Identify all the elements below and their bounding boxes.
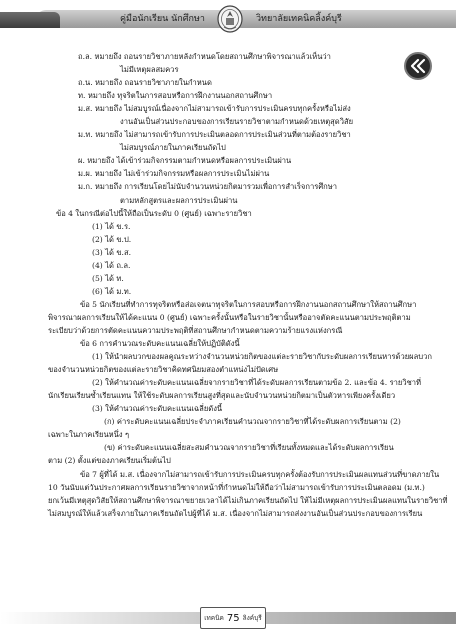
text-line: เฉพาะในภาคเรียนหนึ่ง ๆ [48, 430, 130, 440]
text-line: งานอันเป็นส่วนประกอบของการเรียนรายวิชาตามกำหนดด้วยเหตุสุดวิสัย [120, 117, 354, 127]
header-band [36, 10, 456, 28]
header-band-accent [0, 12, 60, 28]
clause-heading: ข้อ 4 ในกรณีต่อไปนี้ให้ถือเป็นระดับ 0 (ศูนย์) เฉพาะรายวิชา [56, 208, 252, 218]
text-line: ยกเว้นมีเหตุสุดวิสัยให้สถานศึกษาพิจารณาขยายเวลาได้ไม่เกินภาคเรียนถัดไป ให้ไม่มีเหตุผลการประเมินผลแทนในรายวิชาที่ [48, 495, 448, 505]
list-item: (6) ได้ ม.ท. [92, 286, 132, 296]
list-item: (4) ได้ ถ.ล. [92, 260, 131, 270]
text-line: ของจำนวนหน่วยกิตของแต่ละรายวิชาคิดทศนิยมสองตำแหน่งไม่ปัดเศษ [48, 365, 279, 375]
text-line: ถ.ล. หมายถึง ถอนรายวิชาภายหลังกำหนดโดยสถานศึกษาพิจารณาแล้วเห็นว่า [78, 52, 331, 61]
header-handbook-title: คู่มือนักเรียน นักศึกษา [120, 14, 205, 24]
text-line: (ข) ค่าระดับคะแนนเฉลี่ยสะสมคำนวณจากรายวิชาที่เรียนทั้งหมดและได้ระดับผลการเรียน [104, 443, 394, 453]
text-line: ระเบียบว่าด้วยการตัดคะแนนความประพฤติที่สถานศึกษากำหนดตามความร้ายแรงแห่งกรณี [48, 325, 343, 335]
text-line: (ก) ค่าระดับคะแนนเฉลี่ยประจำภาคเรียนคำนวณจากรายวิชาที่ได้ระดับผลการเรียนตาม (2) [104, 417, 401, 427]
text-line: 10 วันนับแต่วันประกาศผลการเรียนรายวิชาจากหน้าที่กำหนดไม่ให้ถือว่าไม่สามารถเข้ารับการประเมินตลอดม (ม.ท.) [48, 482, 425, 492]
page-number-box [200, 607, 266, 629]
college-emblem-icon [216, 4, 244, 34]
text-line: ท. หมายถึง ทุจริตในการสอบหรือการฝึกงานนอกสถานศึกษา [78, 91, 273, 101]
page-footer [0, 604, 456, 632]
list-item: (3) ได้ ข.ส. [92, 247, 131, 257]
text-line: (2) ให้คำนวณค่าระดับคะแนนเฉลี่ยจากรายวิชาที่ได้ระดับผลการเรียนตามข้อ 2. และข้อ 4. รายวิชาที่ [92, 378, 422, 388]
text-line: ไม่มีเหตุผลสมควร [120, 65, 179, 75]
list-item: (5) ได้ ท. [92, 273, 124, 283]
text-line: (3) ให้คำนวณค่าระดับคะแนนเฉลี่ยดังนี้ [92, 404, 223, 414]
clause-heading: ข้อ 7 ผู้ที่ได้ ม.ส. เนื่องจากไม่สามารถเข้ารับการประเมินครบทุกครั้งต้องรับการประเมินผลแทนส่วนที่ขาดภายใน [80, 469, 440, 479]
page-label: เทคนิค [204, 614, 224, 622]
text-line: ม.ส. หมายถึง ไม่สมบูรณ์เนื่องจากไม่สามารถเข้ารับการประเมินครบทุกครั้งหรือไม่ส่ง [78, 104, 351, 114]
header-college-name: วิทยาลัยเทคนิคลิ้งค์บุรี [256, 14, 342, 24]
double-chevron-left-icon [410, 59, 426, 73]
text-line: ผ. หมายถึง ได้เข้าร่วมกิจกรรมตามกำหนดหรือผลการประเมินผ่าน [78, 156, 292, 166]
text-line: ตาม (2) ตั้งแต่ของภาคเรียนเริ่มต้นไป [48, 456, 171, 466]
text-line: ม.ก. หมายถึง การเรียนโดยไม่นับจำนวนหน่วยกิตมารวมเพื่อการสำเร็จการศึกษา [78, 182, 338, 192]
back-button[interactable] [404, 52, 432, 80]
text-line: พิจารณาผลการเรียนให้ได้คะแนน 0 (ศูนย์) เฉพาะครั้งนั้นหรือในรายวิชานั้นหรืออาจตัดคะแนนตามประพฤติตาม [48, 312, 411, 322]
clause-heading: ข้อ 6 การคำนวณระดับคะแนนเฉลี่ยให้ปฏิบัติดังนี้ [80, 339, 240, 349]
text-line: (1) ให้นำผลบวกของผลคูณระหว่างจำนวนหน่วยกิตของแต่ละรายวิชากับระดับผลการเรียนหารด้วยผลบวก [92, 352, 432, 362]
document-body [48, 50, 448, 520]
text-line: ถ.น. หมายถึง ถอนรายวิชาภายในกำหนด [78, 78, 212, 88]
text-line: ม.ผ. หมายถึง ไม่เข้าร่วมกิจกรรมหรือผลการประเมินไม่ผ่าน [78, 169, 270, 179]
text-line: ไม่สมบูรณ์ให้แล้วเสร็จภายในภาคเรียนถัดไปผู้ที่ได้ ม.ส. เนื่องจากไม่สามารถส่งงานอันเป็นส่วนประกอบของการเรียน [48, 508, 423, 518]
clause-heading: ข้อ 5 นักเรียนที่ทำการทุจริตหรือส่อเจตนาทุจริตในการสอบหรือการฝึกงานนอกสถานศึกษาให้สถานศึกษา [80, 299, 417, 309]
page-number: 75 [226, 612, 240, 624]
text-line: ไม่สมบูรณ์ภายในภาคเรียนถัดไป [120, 143, 226, 153]
text-line: ม.ท. หมายถึง ไม่สามารถเข้ารับการประเมินตลอดการประเมินส่วนที่ตามต้องรายวิชา [78, 130, 351, 140]
page-suffix: ลิงค์บุรี [242, 614, 262, 622]
list-item: (1) ได้ ข.ร. [92, 221, 131, 231]
list-item: (2) ได้ ข.ป. [92, 234, 132, 244]
page-header [0, 0, 456, 44]
text-line: นักเรียนเรียนซ้ำเรียนแทน ให้ใช้ระดับผลการเรียนสูงที่สุดและนับจำนวนหน่วยกิตมาเป็นตัวหารเพียงครั้งเดียว [48, 391, 396, 401]
text-line: ตามหลักสูตรและผลการประเมินผ่าน [120, 195, 238, 205]
